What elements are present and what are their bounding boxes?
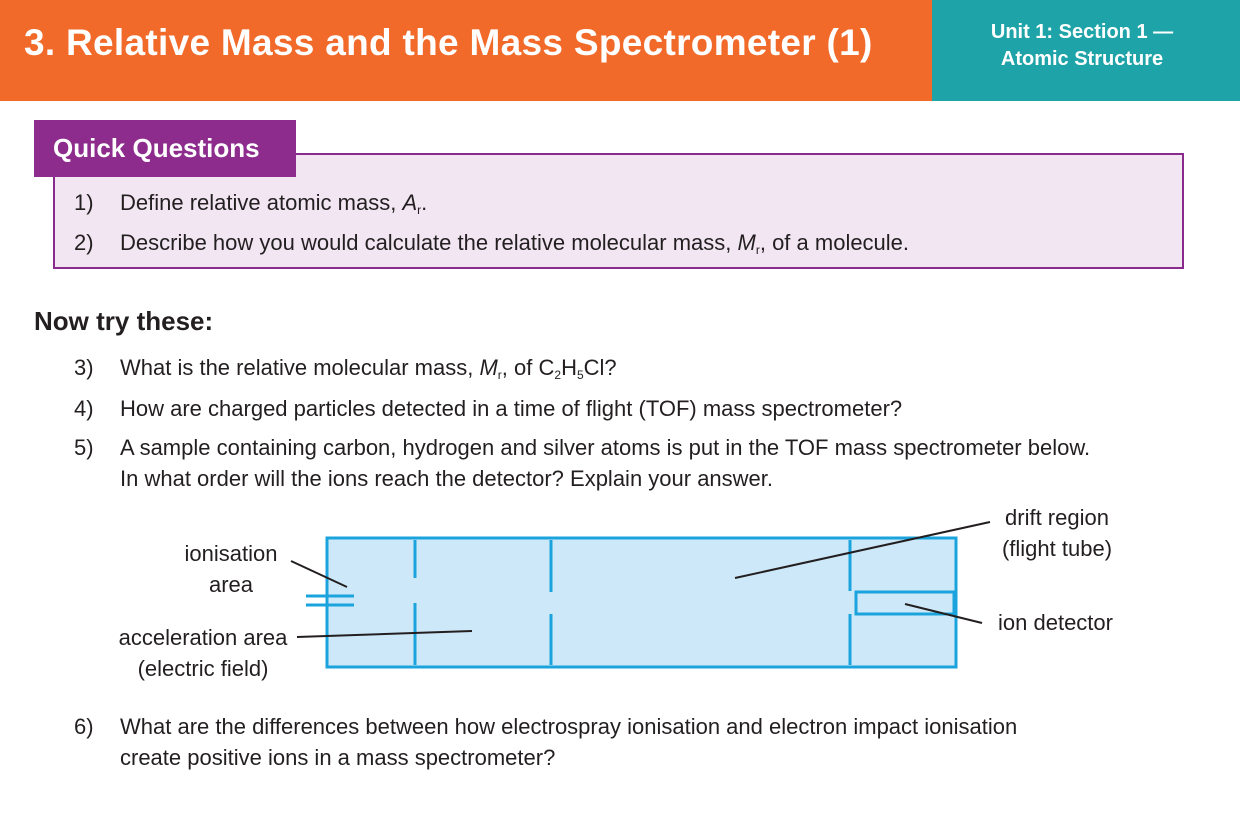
- drift-region-label: drift region (flight tube): [1001, 505, 1113, 561]
- now-try-heading: Now try these:: [34, 306, 214, 336]
- unit-line-1: Unit 1: Section 1 —: [990, 21, 1174, 43]
- question-number: 3): [74, 355, 94, 380]
- question-text-line-1: What are the differences between how electrospray ionisation and electron impact ionisation: [120, 714, 1018, 739]
- question-number: 5): [74, 435, 94, 460]
- unit-line-2: Atomic Structure: [1000, 48, 1164, 70]
- quick-questions-tab: Quick Questions: [34, 120, 296, 177]
- ionisation-area-label: ionisation area: [184, 541, 278, 597]
- question-number: 6): [74, 714, 94, 739]
- question-text: How are charged particles detected in a time of flight (TOF) mass spectrometer?: [120, 396, 903, 421]
- question-number: 2): [74, 230, 94, 255]
- acceleration-area-label: acceleration area (electric field): [118, 625, 288, 681]
- page-title: 3. Relative Mass and the Mass Spectrometer (1): [24, 22, 873, 63]
- question-text-line-2: create positive ions in a mass spectrometer?: [120, 745, 556, 770]
- question-text: Describe how you would calculate the relative molecular mass, $M_r$, of a molecule.: [120, 230, 910, 257]
- ion-detector-label: ion detector: [998, 610, 1113, 635]
- question-text: What is the relative molecular mass, $M_r$, of $C_2H_5Cl$?: [120, 355, 617, 382]
- question-number: 1): [74, 190, 94, 215]
- question-text-line-1: A sample containing carbon, hydrogen and silver atoms is put in the TOF mass spectrometer below.: [120, 435, 1091, 460]
- question-text: Define relative atomic mass, $A_r$.: [120, 190, 428, 217]
- question-number: 4): [74, 396, 94, 421]
- question-text-line-2: In what order will the ions reach the detector? Explain your answer.: [120, 466, 774, 491]
